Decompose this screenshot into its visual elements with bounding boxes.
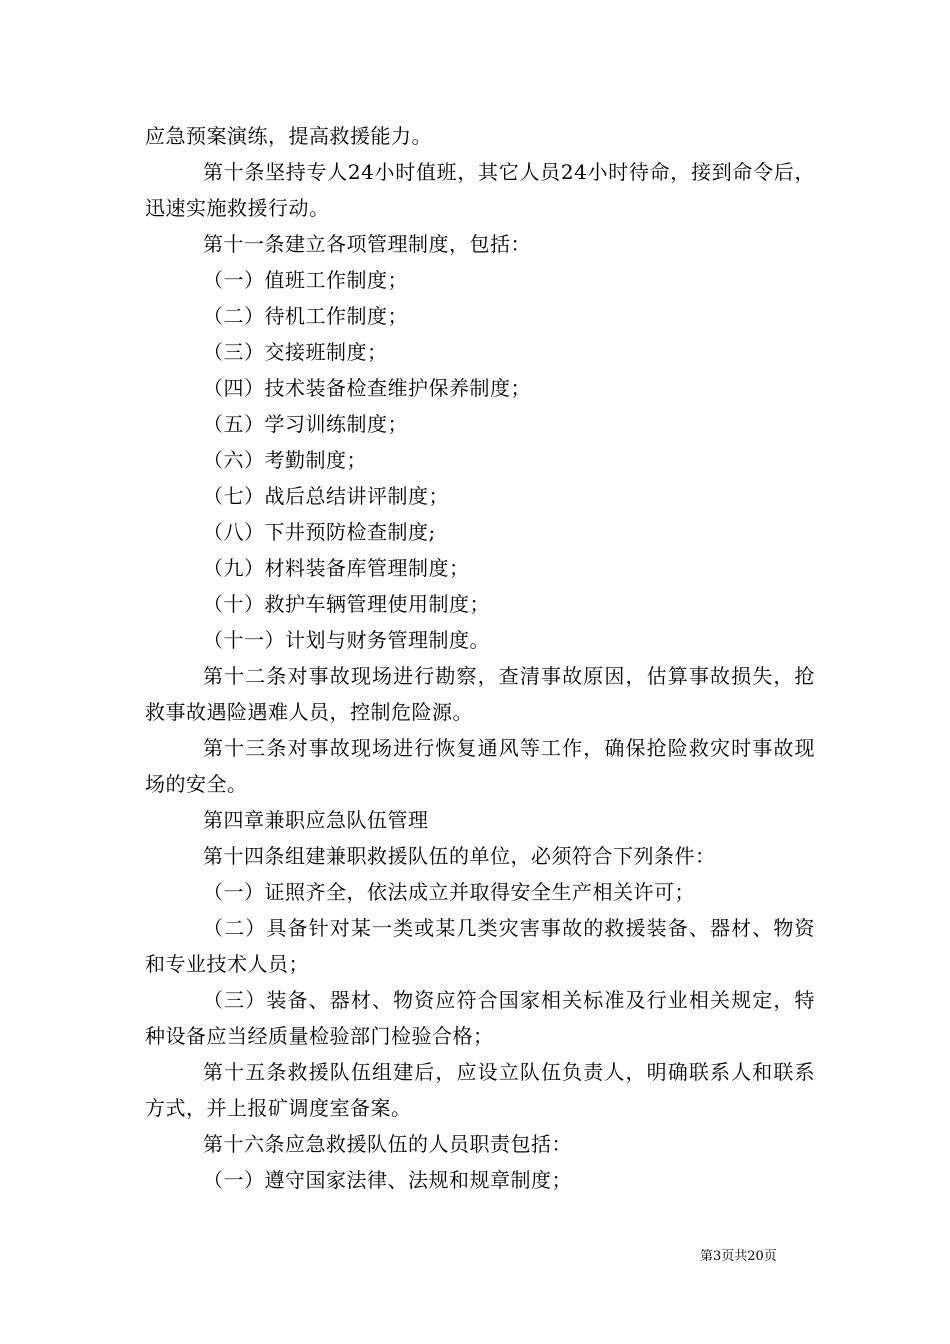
list-item: （五）学习训练制度； (203, 412, 408, 436)
paragraph: 第十六条应急救援队伍的人员职责包括： (203, 1132, 572, 1156)
list-item: （二）待机工作制度； (203, 304, 408, 328)
list-item: （十一）计划与财务管理制度。 (203, 628, 490, 652)
list-item: （八）下井预防检查制度; (203, 520, 436, 544)
paragraph: 第十二条对事故现场进行勘察，查清事故原因，估算事故损失，抢救事故遇险遇难人员，控制危险源。 (145, 664, 815, 724)
paragraph: 第十三条对事故现场进行恢复通风等工作，确保抢险救灾时事故现场的安全。 (145, 736, 815, 796)
list-item: （二）具备针对某一类或某几类灾害事故的救援装备、器材、物资和专业技术人员； (145, 916, 815, 976)
list-item: （一）证照齐全，依法成立并取得安全生产相关许可； (203, 880, 695, 904)
paragraph: 第十一条建立各项管理制度，包括： (203, 232, 531, 256)
paragraph: 应急预案演练，提高救援能力。 (145, 124, 432, 148)
paragraph: 第十条坚持专人24小时值班，其它人员24小时待命，接到命令后，迅速实施救援行动。 (145, 160, 815, 220)
list-item: （十）救护车辆管理使用制度； (203, 592, 490, 616)
list-item: （一）值班工作制度； (203, 268, 408, 292)
list-item: （九）材料装备库管理制度； (203, 556, 470, 580)
chapter-heading: 第四章兼职应急队伍管理 (203, 808, 429, 832)
list-item: （三）交接班制度； (203, 340, 388, 364)
list-item: （六）考勤制度； (203, 448, 367, 472)
document-body (145, 118, 815, 1198)
paragraph: 第十四条组建兼职救援队伍的单位，必须符合下列条件： (203, 844, 716, 868)
list-item: （四）技术装备检查维护保养制度； (203, 376, 531, 400)
list-item: （七）战后总结讲评制度； (203, 484, 449, 508)
page-number-footer: 第3页共20页 (700, 1249, 777, 1264)
paragraph: 第十五条救援队伍组建后，应设立队伍负责人，明确联系人和联系方式，并上报矿调度室备案。 (145, 1060, 815, 1120)
list-item: （三）装备、器材、物资应符合国家相关标准及行业相关规定，特种设备应当经质量检验部门检验合格； (145, 988, 815, 1048)
list-item: （一）遵守国家法律、法规和规章制度； (203, 1168, 572, 1192)
